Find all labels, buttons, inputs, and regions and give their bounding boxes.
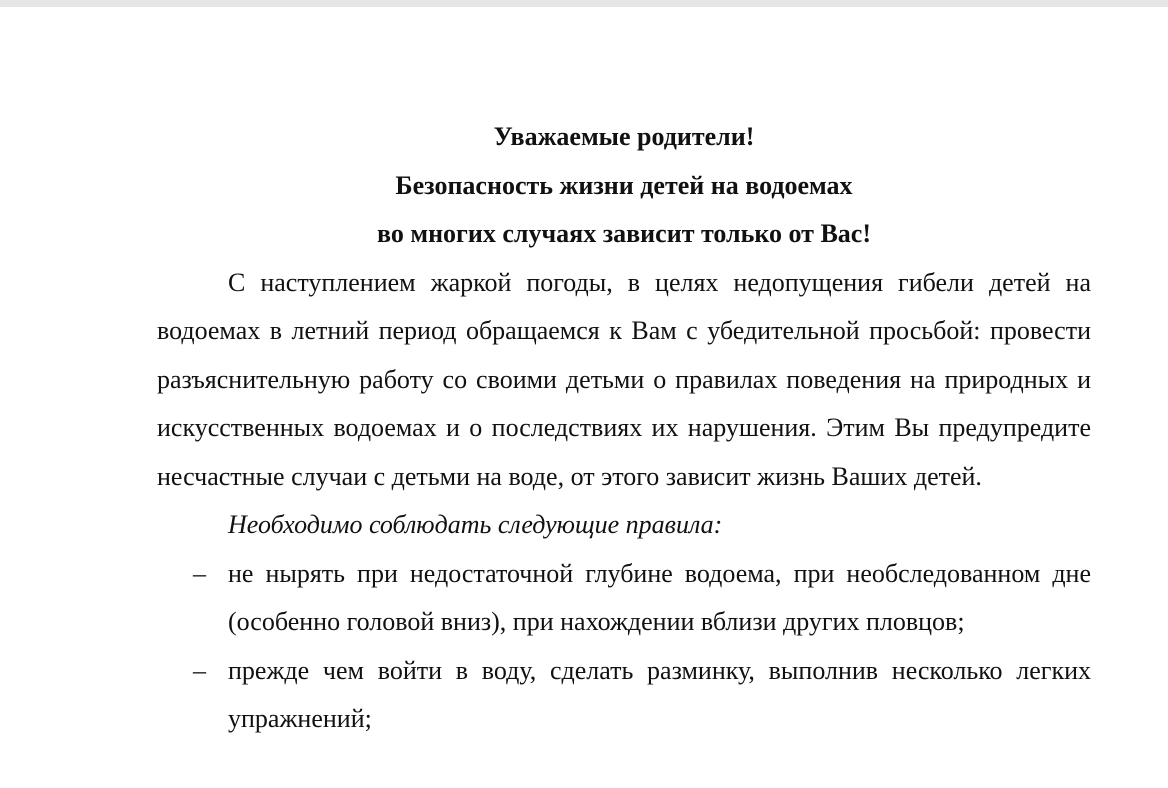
list-item (157, 550, 1091, 647)
list-dash: – (193, 655, 206, 685)
page-top-border (0, 0, 1168, 7)
intro-paragraph: С наступлением жаркой погоды, в целях недопущения гибели детей на водоемах в летний период обращаемся к Вам с убедительной просьбой: провести разъяснительную работу со своими детьми о правилах поведения на природных и искусственных водоемах и о последствиях их нарушения. Этим Вы предупредите несчастные случаи с детьми на воде, от этого зависит жизнь Ваших детей. (157, 267, 1091, 491)
rule-text: прежде чем войти в воду, сделать разминку, выполнив несколько легких упражнений; (228, 655, 1091, 733)
rule-text: не нырять при недостаточной глубине водоема, при необследованном дне (особенно головой вниз), при нахождении вблизи других пловцов; (228, 558, 1091, 636)
heading-greeting: Уважаемые родители! (493, 122, 755, 151)
heading-title: Безопасность жизни детей на водоемах (395, 170, 853, 200)
list-item (157, 647, 1091, 744)
document-page (157, 113, 1091, 744)
heading-subtitle: во многих случаях зависит только от Вас! (377, 219, 871, 248)
rules-intro: Необходимо соблюдать следующие правила: (228, 510, 723, 539)
list-dash: – (193, 558, 206, 588)
rules-list (157, 550, 1091, 744)
